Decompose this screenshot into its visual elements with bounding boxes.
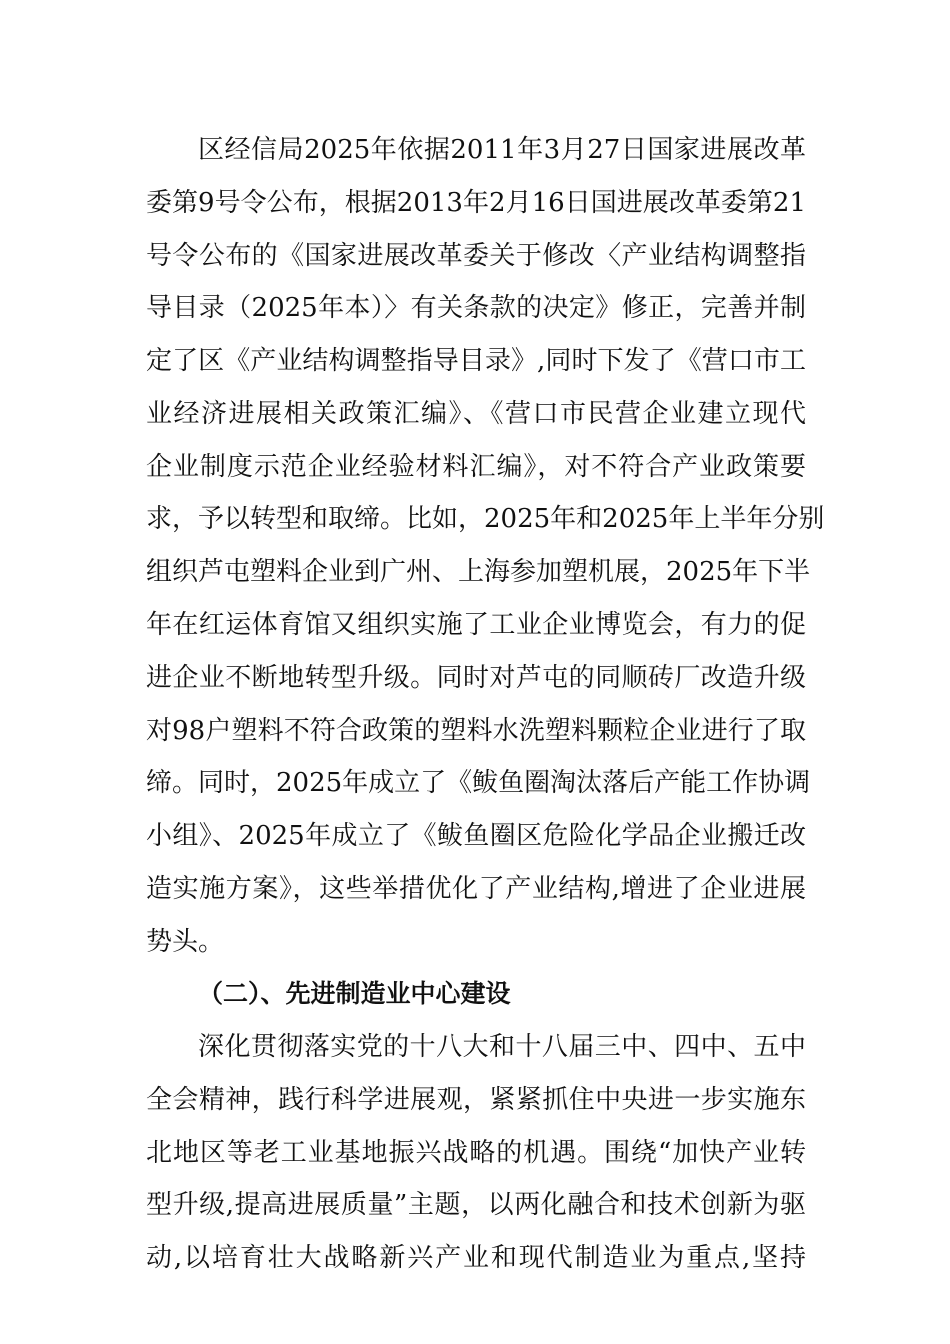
paragraph-1-line-1: 区经信局2025年依据2011年3月27日国家进展改革 (198, 135, 806, 165)
paragraph-2-line-3: 北地区等老工业基地振兴战略的机遇。围绕“加快产业转 (146, 1138, 806, 1168)
paragraph-1-line-16: 势头。 (146, 927, 225, 957)
paragraph-1-line-7: 企业制度示范企业经验材料汇编》，对不符合产业政策要 (146, 452, 806, 482)
paragraph-1-line-14: 小组》、2025年成立了《鲅鱼圈区危险化学品企业搬迁改 (146, 821, 806, 851)
paragraph-1-line-2: 委第9号令公布，根据2013年2月16日国进展改革委第21 (146, 188, 806, 218)
paragraph-1-line-10: 年在红运体育馆又组织实施了工业企业博览会，有力的促 (146, 610, 806, 640)
paragraph-1-line-9: 组织芦屯塑料企业到广州、上海参加塑机展，2025年下半 (146, 557, 811, 587)
paragraph-1-line-8: 求，予以转型和取缔。比如，2025年和2025年上半年分别 (146, 504, 825, 534)
paragraph-2-line-4: 型升级,提高进展质量”主题，以两化融合和技术创新为驱 (146, 1190, 806, 1220)
paragraph-1-line-13: 缔。同时，2025年成立了《鲅鱼圈淘汰落后产能工作协调 (146, 768, 811, 798)
paragraph-1-line-11: 进企业不断地转型升级。同时对芦屯的同顺砖厂改造升级 (146, 663, 806, 693)
section-heading: （二）、先进制造业中心建设 (198, 979, 511, 1008)
paragraph-1-line-12: 对98户塑料不符合政策的塑料水洗塑料颗粒企业进行了取 (146, 716, 806, 746)
paragraph-1-line-15: 造实施方案》，这些举措优化了产业结构,增进了企业进展 (146, 874, 806, 904)
paragraph-2-line-1: 深化贯彻落实党的十八大和十八届三中、四中、五中 (198, 1032, 806, 1062)
paragraph-1-line-6: 业经济进展相关政策汇编》、《营口市民营企业建立现代 (146, 399, 806, 429)
paragraph-1-line-5: 定了区《产业结构调整指导目录》,同时下发了《营口市工 (146, 346, 806, 376)
paragraph-1-line-3: 号令公布的《国家进展改革委关于修改〈产业结构调整指 (146, 241, 806, 271)
paragraph-2-line-5: 动,以培育壮大战略新兴产业和现代制造业为重点,坚持 (146, 1243, 806, 1273)
paragraph-1-line-4: 导目录（2025年本）〉有关条款的决定》修正，完善并制 (146, 293, 806, 323)
paragraph-2-line-2: 全会精神，践行科学进展观，紧紧抓住中央进一步实施东 (146, 1085, 806, 1115)
